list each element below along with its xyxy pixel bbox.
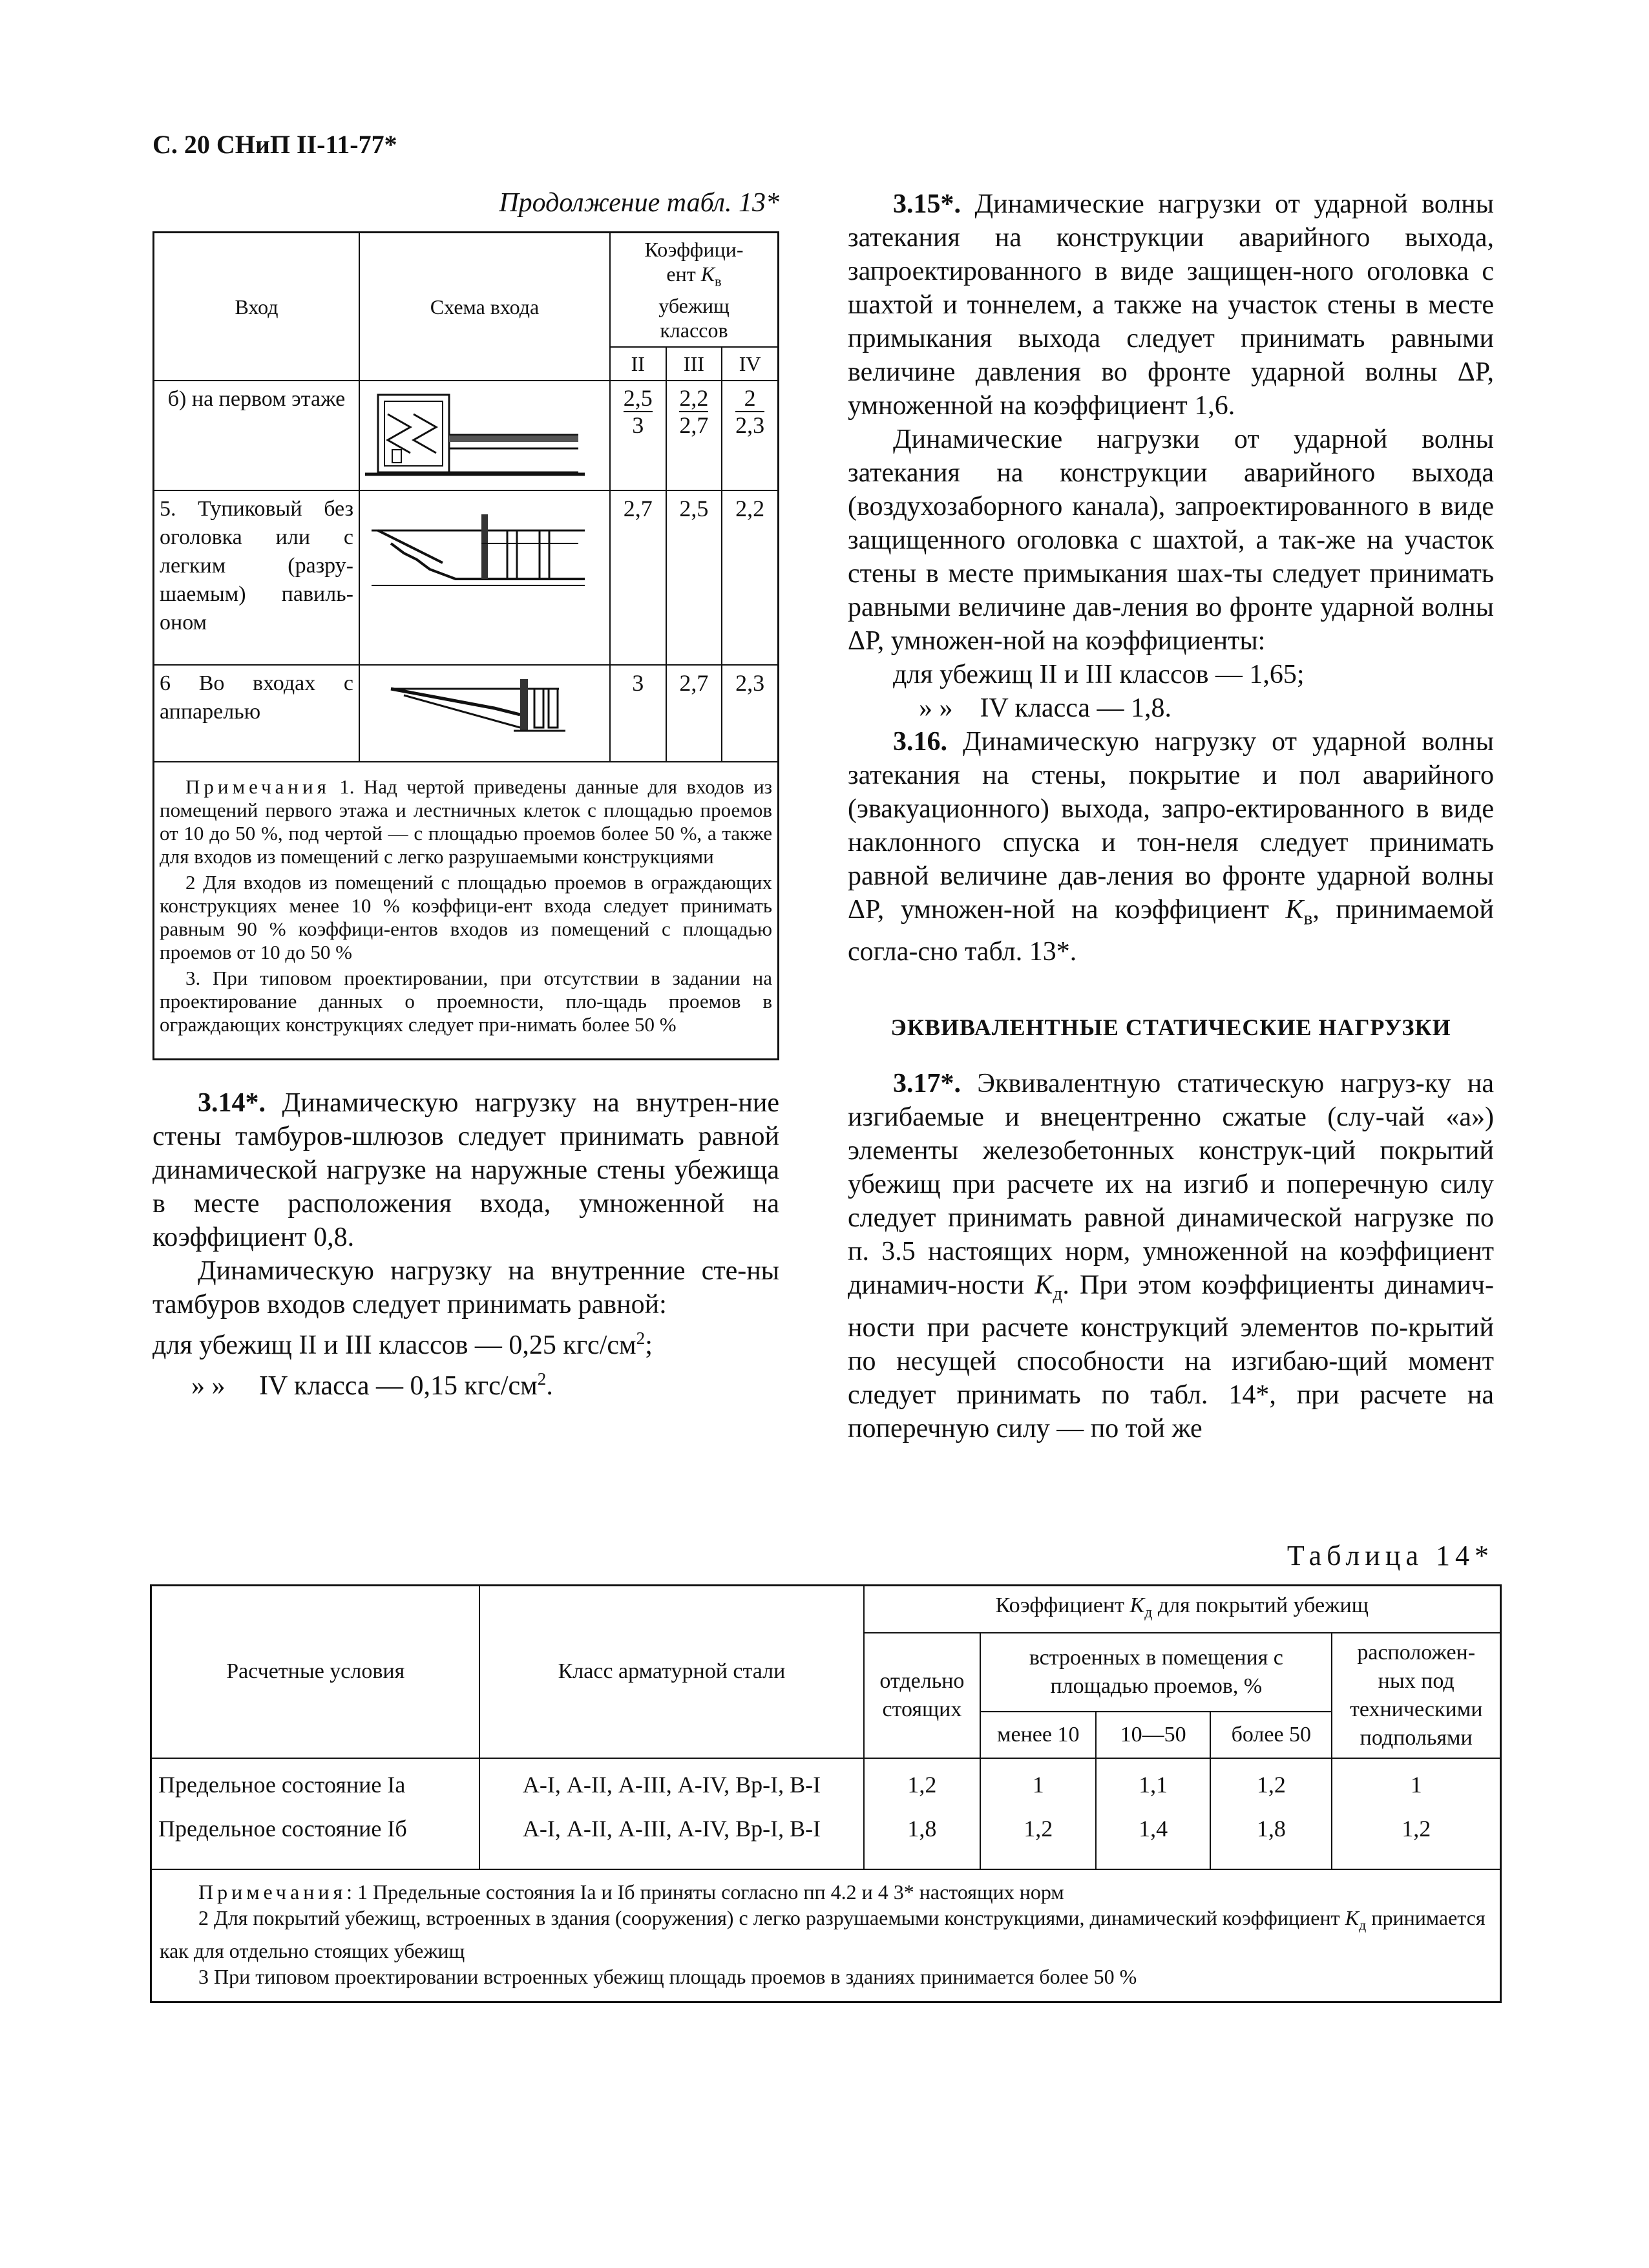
t14-col-basement: расположен-ных под техническими подпольями [1332, 1633, 1500, 1758]
load-line-2: » » IV класса — 0,15 кгс/$см^2$. [191, 1369, 553, 1402]
t13-col-entrance: Вход [154, 233, 360, 381]
t13-schema-cell [359, 665, 610, 762]
table-row: Предельное состояние Iа А-I, А-II, А-III, А-IV, Вр-I, В-I 1,2 1 1,1 1,2 1 [152, 1758, 1500, 1804]
paragraph-3-17: 3.17*. Эквивалентную статическую нагруз-ку на изгибаемые и внецентренно сжатые (слу-чай «а») элементы железобетонных конструк-ций покрытий убежищ при расчете их на изгиб и поперечную силу следует принимать равной динамической нагрузке по п. 3.5 настоящих норм, умноженной на коэффициент динамич-ности $K_д$. При этом коэффициенты динамич-ности при расчете конструкций элементов по-крытий по несущей способности на изгибаю-щий момент следует принимать по табл. 14*, при расчете на поперечную силу — по той же [848, 1069, 1494, 1444]
right-column [848, 187, 1494, 1445]
paragraph-3-14b: Динамическую нагрузку на внутренние сте-ны тамбуров входов следует принимать равной: [152, 1256, 779, 1320]
t14-col-10-50: 10—50 [1096, 1712, 1210, 1758]
section-title: ЭКВИВАЛЕНТНЫЕ СТАТИЧЕСКИЕ НАГРУЗКИ [890, 1014, 1451, 1041]
paragraph-3-15b: Динамические нагрузки от ударной волны затекания на конструкции аварийного выхода (воздухозаборного канала), запроектированного в виде защищенного оголовка с шахтой, а так-же на участок стены в месте примыкания шах-ты следует принимать равными величине дав-ления во фронте ударной волны ΔP, умножен-ной на коэффициенты: [848, 425, 1494, 656]
t14-col-separate: отдельно стоящих [864, 1633, 981, 1758]
t13-class-2: II [610, 347, 666, 381]
load-line-1: для убежищ II и III классов — 0,25 кгс/$см^2$; [152, 1328, 653, 1361]
table-row: 5. Тупиковый без оголовка или с легким (разру-шаемым) павиль-оном 2,7 2,5 2,2 [154, 490, 779, 665]
t13-col-coef: Коэффици- ент $K_в$ убежищ классов [610, 233, 779, 348]
t14-col-less10: менее 10 [980, 1712, 1096, 1758]
t13-class-4: IV [722, 347, 778, 381]
table-row: б) на первом этаже $\frac{2,5}{3}$ $\frac{2,2}{2,7}$ $\frac{2}{2,3}$ [154, 381, 779, 490]
t14-col-more50: более 50 [1210, 1712, 1332, 1758]
entrance-schema-dead-end-icon [365, 495, 591, 598]
t14-col-steel: Класс арматурной стали [479, 1586, 863, 1758]
paragraph-3-14: 3.14*. Динамическую нагрузку на внутрен-ние стены тамбуров-шлюзов следует принимать равной динамической нагрузке на наружные стены убежища в месте расположения входа, умноженной на коэффициент 0,8. [152, 1088, 779, 1253]
t13-schema-cell [359, 381, 610, 490]
t13-col-schema: Схема входа [359, 233, 610, 381]
entrance-schema-ground-floor-icon [365, 385, 591, 482]
t14-col-conditions: Расчетные условия [152, 1586, 479, 1758]
table13-caption: Продолжение табл. 13* [499, 188, 779, 218]
t13-entrance-cell: 6 Во входах с аппарелью [154, 665, 360, 762]
table14-caption: Таблица 14* [1287, 1540, 1494, 1571]
table-row: 6 Во входах с аппарелью 3 2,7 2,3 [154, 665, 779, 762]
entrance-schema-ramp-icon [365, 669, 591, 747]
table14-notes: Примечания: 1 Предельные состояния Iа и Iб приняты согласно пп 4.2 и 4 3* настоящих норм 2 Для покрытий убежищ, встроенных в здания (сооружения) с легко разрушаемыми конструкциями, динамический коэффициент $K_д$ принимается как для отдельно стоящих убежищ 3 При типовом проектировании встроенных убежищ площадь проемов в зданиях принимается более 50 % [152, 1869, 1500, 2001]
t14-col-built-in: встроенных в помещения с площадью проемов, % [980, 1633, 1332, 1712]
t13-schema-cell [359, 490, 610, 665]
paragraph-3-15: 3.15*. Динамические нагрузки от ударной волны затекания на конструкции аварийного выхода, запроектированного в виде защищен-ного оголовка с шахтой и тоннелем, а также на участок стены в месте примыкания выхода следует принимать равными величине давления во фронте ударной волны ΔP, умноженной на коэффициент 1,6. [848, 189, 1494, 421]
coef-line-1: для убежищ II и III классов — 1,65; [893, 660, 1305, 689]
left-column [152, 187, 779, 1403]
table13-notes: Примечания 1. Над чертой приведены данные для входов из помещений первого этажа и лестничных клеток с площадью проемов от 10 до 50 %, под чертой — с площадью проемов более 50 %, а также для входов из помещений с легко разрушаемыми конструкциями 2 Для входов из помещений с площадью проемов в ограждающих конструкциях менее 10 % коэффици-ент входа следует принимать равным 90 % коэффици-ентов входов из помещений с площадью проемов от 10 до 50 % 3. При типовом проектировании, при отсутствии в задании на проектирование данных о проемности, пло-щадь проемов в ограждающих конструкциях следует при-нимать более 50 % [154, 762, 779, 1060]
t13-entrance-cell: 5. Тупиковый без оголовка или с легким (разру-шаемым) павиль-оном [154, 490, 360, 665]
t14-col-group: Коэффициент $K_д$ для покрытий убежищ [864, 1586, 1500, 1633]
table-14-container [150, 1584, 1502, 2003]
table-13 [152, 231, 779, 1060]
coef-line-2: » » IV класса — 1,8. [919, 693, 1172, 723]
t13-entrance-cell: б) на первом этаже [154, 381, 360, 490]
t13-class-3: III [666, 347, 722, 381]
table-14 [152, 1586, 1500, 1869]
table-row: Предельное состояние Iб А-I, А-II, А-III, А-IV, Вр-I, В-I 1,8 1,2 1,4 1,8 1,2 [152, 1804, 1500, 1869]
paragraph-3-16: 3.16. Динамическую нагрузку от ударной волны затекания на стены, покрытие и пол аварийного (эвакуационного) выхода, запро-ектированного в виде наклонного спуска и тон-неля следует принимать равной величине дав-ления во фронте ударной волны ΔP, умножен-ной на коэффициент $K_в$, принимаемой согла-сно табл. 13*. [848, 727, 1494, 967]
page-header: С. 20 СНиП II-11-77* [152, 130, 397, 159]
